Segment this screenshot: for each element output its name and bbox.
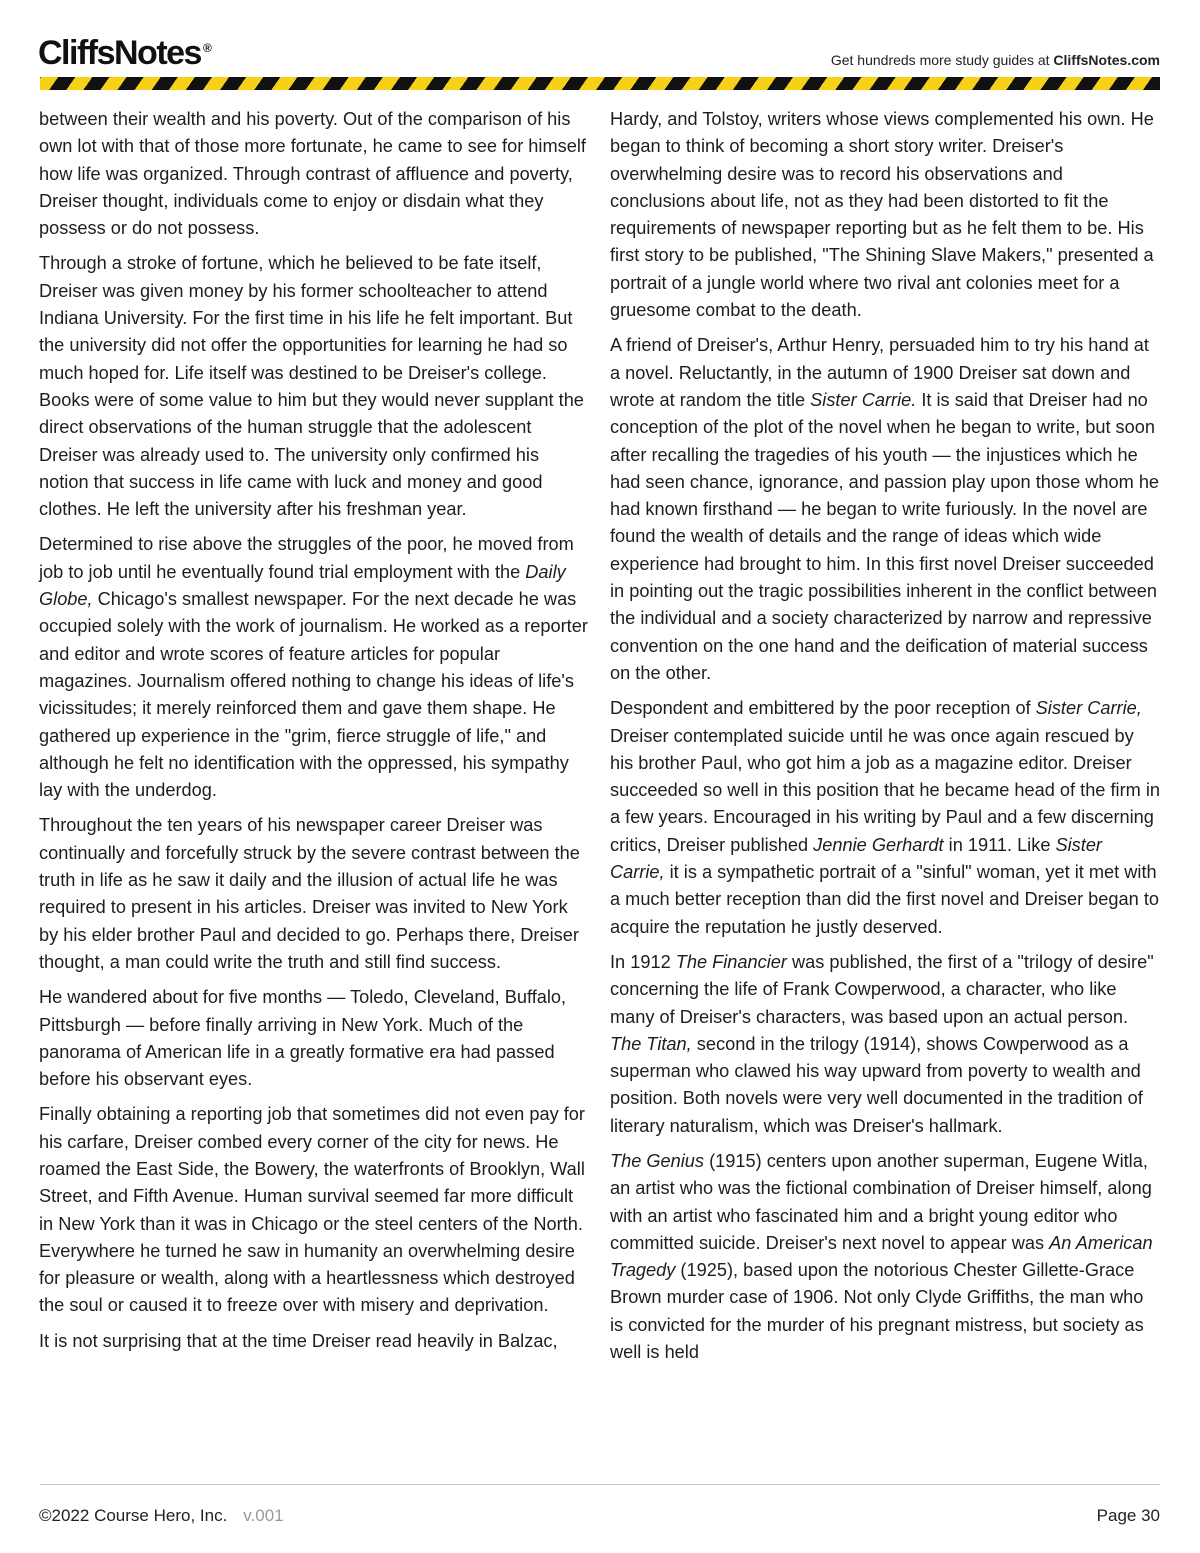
paragraph	[610, 1148, 1160, 1366]
text-run: Chicago's smallest newspaper. For the next decade he was occupied solely with the work of journalism. He worked as a reporter and editor and wrote scores of feature articles for popular magazines. Journalism offered nothing to change his ideas of life's vicissitudes; it merely reinforced them and gave them shape. He gathered up experience in the "grim, fierce struggle of life," and although he felt no identification with the oppressed, his sympathy lay with the underdog.	[39, 589, 588, 801]
tagline-site-link[interactable]: CliffsNotes.com	[1053, 52, 1160, 68]
italic-title: An American Tragedy	[610, 1232, 1153, 1281]
copyright-text: ©2022 Course Hero, Inc.	[39, 1506, 228, 1525]
header-tagline	[831, 52, 1160, 68]
paragraph: He wandered about for five months — Toledo, Cleveland, Buffalo, Pittsburgh — before finally arriving in New York. Much of the panorama of American life in a greatly formative era had passed before his observant eyes.	[39, 987, 567, 1090]
paragraph	[610, 332, 1160, 687]
paragraph: Throughout the ten years of his newspaper career Dreiser was continually and forcefully struck by the severe contrast between the truth in life as he saw it daily and the illusion of actual life he was required to present in his articles. Dreiser was invited to New York by his elder brother Paul and decided to go. Perhaps there, Dreiser thought, a man could write the truth and still find success.	[39, 815, 580, 972]
version-label: v.001	[243, 1506, 284, 1525]
text-run: Determined to rise above the struggles of the poor, he moved from job to job until he eventually found trial employment with the	[39, 534, 574, 582]
right-column	[610, 106, 1160, 1374]
italic-title: The Genius	[610, 1150, 705, 1171]
text-run: Dreiser contemplated suicide until he was once again rescued by his brother Paul, who got him a job as a magazine editor. Dreiser succeeded so well in this position that he became head of the firm in a few years. Encouraged in his writing by Paul and a few discerning critics, Dreiser published	[610, 725, 1160, 855]
footer-copyright	[39, 1506, 284, 1526]
text-run: it is a sympathetic portrait of a "sinful" woman, yet it met with a much better reception than did the first novel and Dreiser began to acquire the reputation he justly deserved.	[610, 862, 1159, 937]
left-column	[39, 106, 589, 1363]
paragraph: Hardy, and Tolstoy, writers whose views complemented his own. He began to think of becoming a short story writer. Dreiser's overwhelming desire was to record his observations and conclusions about life, not as they had been distorted to fit the requirements of newspaper reporting but as he felt them to be. His first story to be published, "The Shining Slave Makers," presented a portrait of a jungle world where two rival ant colonies meet for a gruesome combat to the death.	[610, 109, 1154, 321]
text-run: (1925), based upon the notorious Chester Gillette-Grace Brown murder case of 1906. Not only Clyde Griffiths, the man who is convicted for the murder of his pregnant mistress, but society as well is held	[610, 1260, 1144, 1363]
logo-text: CliffsNotes	[38, 34, 201, 72]
text-run: (1915) centers upon another superman, Eugene Witla, an artist who was the fictional combination of Dreiser himself, along with an artist who fascinated him and a bright young editor who committed suicide. Dreiser's next novel to appear was	[610, 1150, 1152, 1253]
italic-title: The Titan,	[610, 1033, 692, 1054]
text-run: In 1912	[610, 951, 676, 972]
cliffsnotes-logo[interactable]	[38, 34, 212, 73]
text-run: Despondent and embittered by the poor reception of	[610, 698, 1036, 719]
text-run: second in the trilogy (1914), shows Cowperwood as a superman who clawed his way upward from poverty to wealth and position. Both novels were very well documented in the tradition of literary naturalism, which was Dreiser's hallmark.	[610, 1033, 1143, 1136]
registered-mark: ®	[202, 40, 212, 55]
italic-title: Sister Carrie.	[810, 389, 917, 410]
italic-title: The Financier	[675, 951, 787, 972]
paragraph	[610, 949, 1160, 1140]
text-run: in 1911. Like	[943, 834, 1056, 855]
italic-title: Daily Globe,	[39, 561, 566, 610]
paragraph	[39, 531, 589, 804]
italic-title: Sister Carrie,	[1035, 698, 1142, 719]
tagline-prefix: Get hundreds more study guides at	[830, 52, 1054, 68]
text-run: It is said that Dreiser had no conception of the plot of the novel when he began to write, but soon after recalling the tragedies of his youth — the injustices which he had seen chance, ignorance, and passion play upon those whom he had known firsthand — he began to write furiously. In the novel are found the wealth of details and the range of ideas which wide experience had brought to him. In this first novel Dreiser succeeded in pointing out the tragic possibilities inherent in the conflict between the individual and a society characterized by narrow and repressive convention on the one hand and the deification of material success on the other.	[610, 389, 1160, 683]
italic-title: Jennie Gerhardt	[813, 834, 944, 855]
paragraph: It is not surprising that at the time Dreiser read heavily in Balzac,	[39, 1330, 558, 1351]
hazard-stripe-divider	[40, 77, 1160, 90]
paragraph: Through a stroke of fortune, which he believed to be fate itself, Dreiser was given money by his former schoolteacher to attend Indiana University. For the first time in his life he felt important. But the university did not offer the opportunities for learning he had so much hoped for. Life itself was destined to be Dreiser's college. Books were of some value to him but they would never supplant the direct observations of the human struggle that the adolescent Dreiser was already used to. The university only confirmed his notion that success in life came with luck and money and good clothes. He left the university after his freshman year.	[39, 253, 584, 520]
text-run: was published, the first of a "trilogy of desire" concerning the life of Frank Cowperwood, a character, who like many of Dreiser's characters, was based upon an actual person.	[610, 951, 1154, 1027]
italic-title: Sister Carrie,	[610, 834, 1102, 883]
paragraph: Finally obtaining a reporting job that sometimes did not even pay for his carfare, Dreiser combed every corner of the city for news. He roamed the East Side, the Bowery, the waterfronts of Brooklyn, Wall Street, and Fifth Avenue. Human survival seemed far more difficult in New York than it was in Chicago or the steel centers of the North. Everywhere he turned he saw in humanity an overwhelming desire for pleasure or wealth, along with a heartlessness which destroyed the soul or caused it to freeze over with misery and deprivation.	[39, 1104, 585, 1316]
page-number: Page 30	[1096, 1506, 1160, 1525]
paragraph	[610, 695, 1160, 941]
text-run: A friend of Dreiser's, Arthur Henry, persuaded him to try his hand at a novel. Reluctantly, in the autumn of 1900 Dreiser sat down and wrote at random the title	[610, 335, 1149, 410]
footer-divider	[40, 1484, 1160, 1485]
paragraph: between their wealth and his poverty. Out of the comparison of his own lot with that of those more fortunate, he came to see for himself how life was organized. Through contrast of affluence and poverty, Dreiser thought, individuals come to enjoy or disdain what they possess or do not possess.	[39, 109, 586, 239]
